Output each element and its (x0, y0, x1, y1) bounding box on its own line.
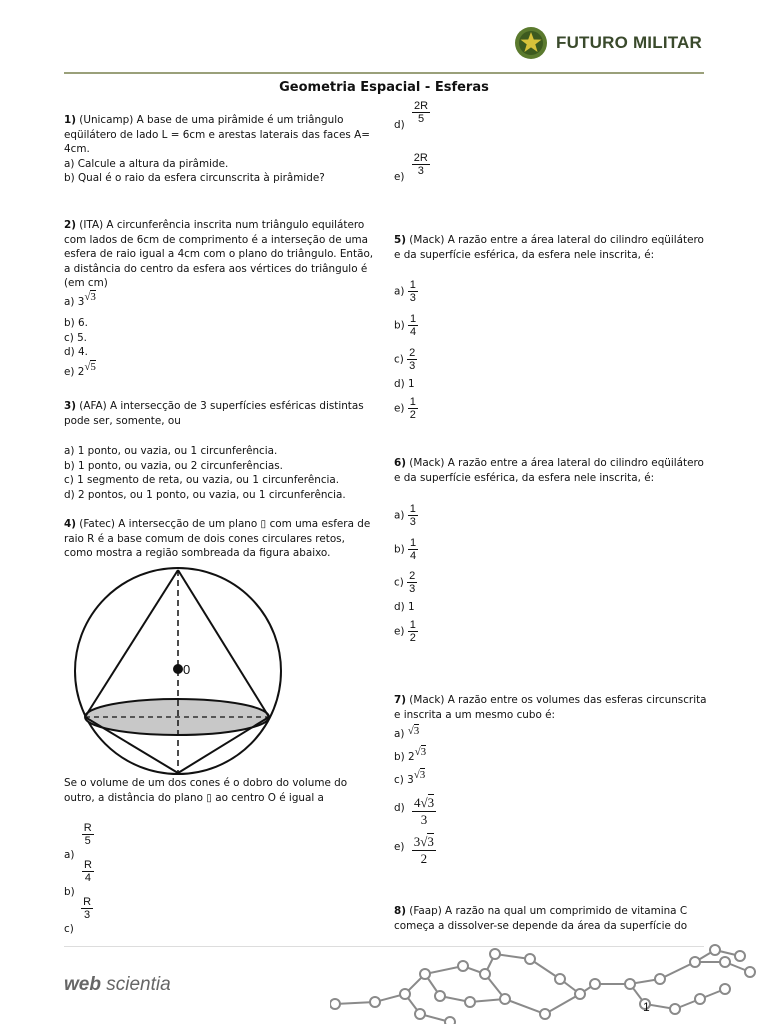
fraction-denominator: 3 (409, 292, 416, 304)
q4-option-b-fraction (82, 859, 94, 884)
question-5 (394, 233, 714, 262)
q4-option-d-fraction (412, 100, 430, 125)
q6-option-e-label: e) (394, 625, 405, 638)
q6-option-b-fraction (408, 537, 418, 562)
q1-option-b: b) Qual é o raio da esfera circunscrita à pirâmide? (64, 172, 325, 184)
q2-option-e-radicand: 5 (90, 361, 96, 373)
q7-option-c (394, 769, 426, 786)
q2-option-a-radicand: 3 (90, 291, 96, 303)
q5-option-e-label: e) (394, 402, 405, 415)
q1-number: 1) (64, 114, 76, 126)
question-6 (394, 456, 714, 485)
q4-text-4: Se o volume de um dos cones é o dobro do volume do (64, 777, 348, 789)
q5-option-a-label: a) (394, 285, 405, 298)
footer-brand-light: scientia (100, 974, 171, 995)
q7-option-e-radicand: 3 (427, 834, 434, 849)
q6-option-c-fraction (407, 570, 417, 595)
q5-number: 5) (394, 234, 406, 246)
q2-option-e-label: e) 2 (64, 366, 85, 378)
q6-option-e-fraction (408, 619, 418, 644)
q7-option-a-label: a) (394, 728, 405, 740)
q3-text-1: (AFA) A intersecção de 3 superfícies esféricas distintas (79, 400, 364, 412)
fraction-numerator: R (83, 896, 92, 908)
q4-option-c (64, 896, 93, 935)
q4-option-d-label: d) (394, 118, 405, 131)
header-rule (64, 72, 704, 74)
q4-option-b-label: b) (64, 885, 75, 898)
q3-option-d: d) 2 pontos, ou 1 ponto, ou vazia, ou 1 circunferência. (64, 488, 346, 501)
q8-text-1: (Faap) A razão na qual um comprimido de vitamina C (409, 905, 688, 917)
q1-option-a: a) Calcule a altura da pirâmide. (64, 157, 229, 170)
q4-option-a-label: a) (64, 848, 75, 861)
q2-option-e (64, 361, 96, 378)
q7-option-a-radicand: 3 (413, 725, 420, 737)
q5-text-1: (Mack) A razão entre a área lateral do cilindro eqüilátero (409, 234, 704, 246)
fraction-numerator: 2 (409, 570, 416, 582)
fraction-denominator: 3 (412, 164, 430, 177)
q4-option-e-label: e) (394, 170, 405, 183)
q7-option-b-radicand: 3 (420, 746, 427, 758)
q6-option-c (394, 570, 417, 595)
q7-option-a (394, 725, 420, 740)
q3-option-a: a) 1 ponto, ou vazia, ou 1 circunferência. (64, 445, 278, 457)
q6-option-c-label: c) (394, 576, 404, 589)
q7-option-d-coef: 4 (413, 795, 421, 810)
q7-option-d (394, 795, 436, 828)
q6-option-b-label: b) (394, 543, 405, 556)
q7-option-c-radicand: 3 (419, 769, 426, 781)
footer-brand (64, 974, 171, 996)
q6-text-2: e da superfície esférica, da esfera nele inscrita, é: (394, 471, 655, 484)
question-1 (64, 113, 384, 186)
q3-text-2: pode ser, somente, ou (64, 414, 181, 427)
fraction-denominator: 2 (409, 632, 416, 644)
q5-text-2: e da superfície esférica, da esfera nele inscrita, é: (394, 248, 655, 261)
q2-option-a (64, 291, 96, 308)
q3-options (64, 444, 384, 502)
fraction-numerator: 2R (413, 100, 429, 112)
q8-text-2: começa a dissolver-se depende da área da superfície do (394, 919, 688, 932)
q1-text-2: eqüilátero de lado L = 6cm e arestas laterais das faces A= (64, 128, 370, 141)
brand-name: FUTURO MILITAR (556, 33, 703, 52)
q4-option-b (64, 859, 94, 898)
q4-option-d (394, 100, 430, 131)
fraction-numerator: 1 (409, 313, 417, 325)
q6-option-d: d) 1 (394, 601, 415, 613)
q7-option-e-label: e) (394, 840, 405, 853)
q2-line-5: (em cm) (64, 277, 108, 289)
q2-line-2: com lados de 6cm de comprimento é a interseção de uma (64, 233, 369, 246)
q8-number: 8) (394, 905, 406, 917)
fraction-numerator: 2R (413, 152, 428, 164)
q2-number: 2) (64, 219, 76, 231)
q4-option-e (394, 152, 430, 183)
fraction-denominator: 3 (409, 516, 416, 528)
q7-option-b-sqrt: √3 (414, 746, 427, 758)
q4-option-e-fraction (412, 152, 430, 177)
q4-text-3: como mostra a região sombreada da figura abaixo. (64, 547, 331, 559)
center-point (173, 664, 183, 674)
q7-text-2: e inscrita a um mesmo cubo é: (394, 708, 556, 721)
fraction-numerator: 1 (409, 279, 416, 291)
q5-option-b-label: b) (394, 319, 405, 332)
fraction-denominator: 5 (412, 112, 430, 125)
question-2 (64, 218, 384, 291)
fraction-denominator: 4 (409, 550, 417, 562)
fraction-denominator: 2 (412, 850, 436, 867)
fraction-numerator: 2 (409, 347, 416, 359)
q4-option-c-label: c) (64, 922, 74, 935)
fraction-denominator: 2 (409, 409, 416, 421)
q5-option-e (394, 396, 418, 421)
q7-text-1: (Mack) A razão entre os volumes das esferas circunscrita (409, 694, 707, 706)
q2-option-e-sqrt: √5 (84, 361, 96, 373)
q6-text-1: (Mack) A razão entre a área lateral do cilindro eqüilátero (409, 457, 704, 469)
q1-text-1: (Unicamp) A base de uma pirâmide é um triângulo (79, 114, 344, 126)
q6-number: 6) (394, 457, 406, 469)
question-8 (394, 904, 714, 933)
header-logo (514, 26, 714, 60)
footer-brand-bold: web (64, 974, 101, 995)
q7-option-c-label: c) 3 (394, 774, 414, 786)
fraction-numerator: 4√3 (413, 795, 435, 810)
q4-option-a (64, 822, 94, 861)
q6-option-b (394, 537, 418, 562)
fraction-numerator: 1 (409, 396, 416, 408)
fraction-numerator: R (83, 859, 92, 871)
fraction-denominator: 3 (409, 583, 416, 595)
q7-option-a-sqrt: √3 (407, 725, 420, 737)
q4-option-c-fraction (81, 896, 93, 921)
q5-option-b-fraction (408, 313, 418, 338)
q2-option-c: c) 5. (64, 331, 87, 344)
q5-option-e-fraction (408, 396, 418, 421)
q7-option-b (394, 746, 427, 763)
q2-line-3: esfera de raio igual a 4cm com o plano do triângulo. Então, (64, 248, 374, 260)
q2-line-4: a distância do centro da esfera aos vértices do triângulo é (64, 262, 368, 275)
q7-option-d-fraction (412, 795, 436, 828)
q1-text-3: 4cm. (64, 143, 90, 155)
q5-option-b (394, 313, 418, 338)
q2-option-a-label: a) 3 (64, 296, 85, 308)
fraction-numerator: 1 (409, 537, 417, 549)
q4-text-2: raio R é a base comum de dois cones circulares retos, (64, 532, 345, 545)
q2-options-bcd (64, 316, 88, 360)
fraction-denominator: 3 (81, 908, 93, 921)
q5-option-c-fraction (407, 347, 417, 372)
q3-option-b: b) 1 ponto, ou vazia, ou 2 circunferências. (64, 459, 283, 472)
page-number: 1 (643, 1000, 650, 1014)
q3-option-c: c) 1 segmento de reta, ou vazia, ou 1 circunferência. (64, 474, 340, 486)
q5-option-c-label: c) (394, 353, 404, 366)
q5-option-a-fraction (408, 279, 418, 304)
q6-option-a-label: a) (394, 509, 405, 522)
q4-text-5: outro, a distância do plano ▯ ao centro O é igual a (64, 791, 324, 804)
q5-option-c (394, 347, 417, 372)
fraction-denominator: 4 (409, 326, 417, 338)
star-emblem-icon (514, 26, 548, 60)
fraction-denominator: 3 (412, 811, 436, 828)
q4-continuation (64, 776, 384, 805)
q2-option-a-sqrt: √3 (84, 291, 96, 303)
center-label: 0 (183, 662, 191, 677)
question-7 (394, 693, 714, 722)
q4-option-a-fraction (82, 822, 94, 847)
fraction-numerator: 1 (409, 619, 416, 631)
q4-number: 4) (64, 518, 76, 530)
q7-option-b-label: b) 2 (394, 751, 415, 763)
fraction-numerator: 1 (409, 503, 416, 515)
q2-line-1: (ITA) A circunferência inscrita num triângulo equilátero (79, 219, 365, 231)
q6-option-e (394, 619, 418, 644)
page-title: Geometria Espacial - Esferas (279, 80, 489, 95)
molecule-decoration-icon (330, 944, 760, 1024)
q7-option-d-label: d) (394, 801, 405, 814)
sphere-cones-figure (66, 565, 286, 775)
fraction-denominator: 5 (82, 834, 94, 847)
fraction-numerator: 3√3 (413, 834, 434, 849)
q7-option-e-coef: 3 (413, 834, 421, 849)
q7-option-d-radicand: 3 (427, 795, 435, 810)
q7-number: 7) (394, 694, 406, 706)
q6-option-a (394, 503, 418, 528)
q6-option-a-fraction (408, 503, 418, 528)
fraction-denominator: 3 (409, 360, 416, 372)
q5-option-a (394, 279, 418, 304)
q3-number: 3) (64, 400, 76, 412)
q2-option-d: d) 4. (64, 346, 88, 358)
question-3 (64, 399, 384, 428)
q2-option-b: b) 6. (64, 317, 88, 329)
q7-option-e (394, 834, 436, 867)
q7-option-c-sqrt: √3 (413, 769, 426, 781)
fraction-numerator: R (83, 822, 92, 834)
question-4 (64, 517, 384, 561)
q7-option-e-fraction (412, 834, 436, 867)
q5-option-d: d) 1 (394, 378, 415, 390)
fraction-denominator: 4 (82, 871, 94, 884)
q4-text-1: (Fatec) A intersecção de um plano ▯ com uma esfera de (79, 518, 371, 530)
